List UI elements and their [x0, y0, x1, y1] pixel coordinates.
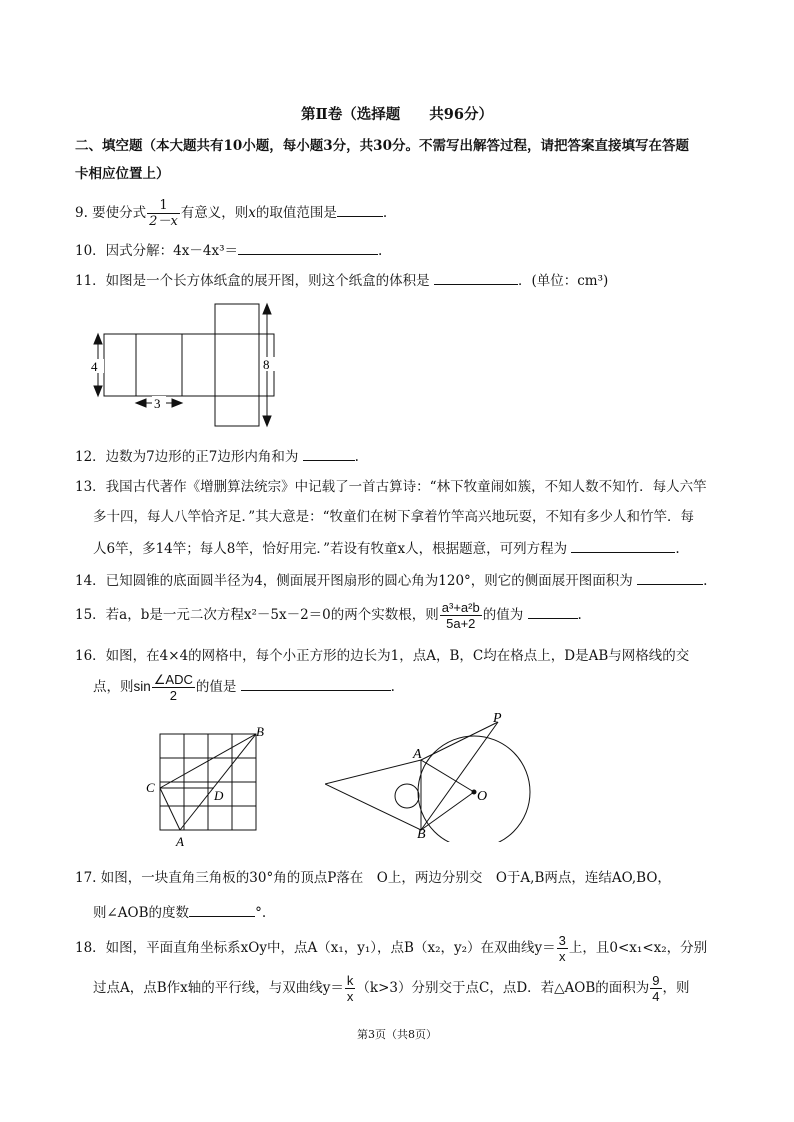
label-8: 8 [263, 357, 270, 372]
question-9: 9. 要使分式 $\frac{1}{2-x}$ 有意义，则x的取值范围是 . [75, 198, 388, 229]
question-11: 11．如图是一个长方体纸盒的展开图，则这个纸盒的体积是 ．(单位：cm³) [75, 270, 608, 291]
instruction-line-2: 卡相应位置上） [75, 166, 170, 182]
question-17-line-1: 17. 如图，一块直角三角板的30°角的顶点P落在 O上，两边分别交 O于A,B两点，连结AO,BO， [75, 870, 671, 886]
question-18-line-2: 过点A，点B作x轴的平行线，与双曲线y＝ $\frac{k}{x}$ （k>3）分别交于点C，点D．若△AOB的面积为 $\frac{9}{4}$ ，则 [93, 973, 690, 1004]
box-net-figure [86, 302, 286, 432]
question-13-line-1: 13．我国古代著作《增删算法统宗》中记载了一首古算诗：“林下牧童闹如簇，不知人数不知竹．每人六竿 [75, 479, 707, 495]
question-10: 10．因式分解：4x－4x³＝ . [75, 240, 382, 261]
label-3: 3 [154, 396, 161, 411]
grid-label-A: A [176, 834, 184, 849]
question-12: 12．边数为7边形的正7边形内角和为 . [75, 446, 359, 467]
answer-blank[interactable] [238, 240, 378, 255]
grid-label-D: D [214, 788, 224, 803]
answer-blank[interactable] [434, 270, 518, 285]
grid-label-B: B [256, 724, 264, 739]
circle-label-P: P [493, 712, 502, 726]
answer-blank[interactable] [571, 538, 675, 553]
answer-blank[interactable] [303, 446, 355, 461]
instruction-line-1: 二、填空题（本大题共有10小题，每小题3分，共30分。不需写出解答过程，请把答案直接填写在答题 [75, 138, 689, 154]
grid-label-C: C [146, 780, 155, 795]
question-13-line-3: 人6竿，多14竿；每人8竿，恰好用完．”若设有牧童x人，根据题意，可列方程为 . [93, 538, 680, 559]
label-4: 4 [91, 359, 98, 374]
answer-blank[interactable] [241, 676, 391, 691]
circle-label-B: B [417, 827, 426, 842]
section-title: 第Ⅱ卷（选择题 共96分） [301, 106, 493, 123]
circle-triangle-figure [325, 712, 545, 842]
question-18-line-1: 18．如图，平面直角坐标系xOy中，点A（x₁，y₁），点B（x₂，y₂）在双曲线y＝ $\frac{3}{x}$ 上，且0<x₁<x₂，分别 [75, 933, 708, 964]
answer-blank[interactable] [637, 570, 703, 585]
circle-label-O: O [477, 789, 488, 804]
question-13-line-2: 多十四，每人八竿恰齐足．”其大意是：“牧童们在树下拿着竹竿高兴地玩耍，不知有多少人和竹竿．每 [93, 509, 695, 525]
answer-blank[interactable] [189, 902, 255, 917]
question-15: 15．若a，b是一元二次方程x²－5x－2＝0的两个实数根，则 $\frac{\text{a³+a²b}}{5a+2}$ 的值为 . [75, 600, 582, 631]
question-14: 14．已知圆锥的底面圆半径为4，侧面展开图扇形的圆心角为120°，则它的侧面展开图面积为 . [75, 570, 707, 591]
answer-blank[interactable] [337, 202, 383, 217]
question-16-line-1: 16．如图，在4×4的网格中，每个小正方形的边长为1，点A，B，C均在格点上，D是AB与网格线的交 [75, 648, 690, 664]
answer-blank[interactable] [528, 604, 578, 619]
question-16-line-2: 点，则sin $\frac{\text{∠ADC}}{2}$ 的值是 . [93, 672, 395, 703]
page-footer: 第3页（共8页） [357, 1028, 437, 1041]
question-17-line-2: 则∠AOB的度数 °. [93, 902, 266, 923]
grid-figure [144, 722, 274, 850]
circle-label-A: A [413, 747, 422, 762]
